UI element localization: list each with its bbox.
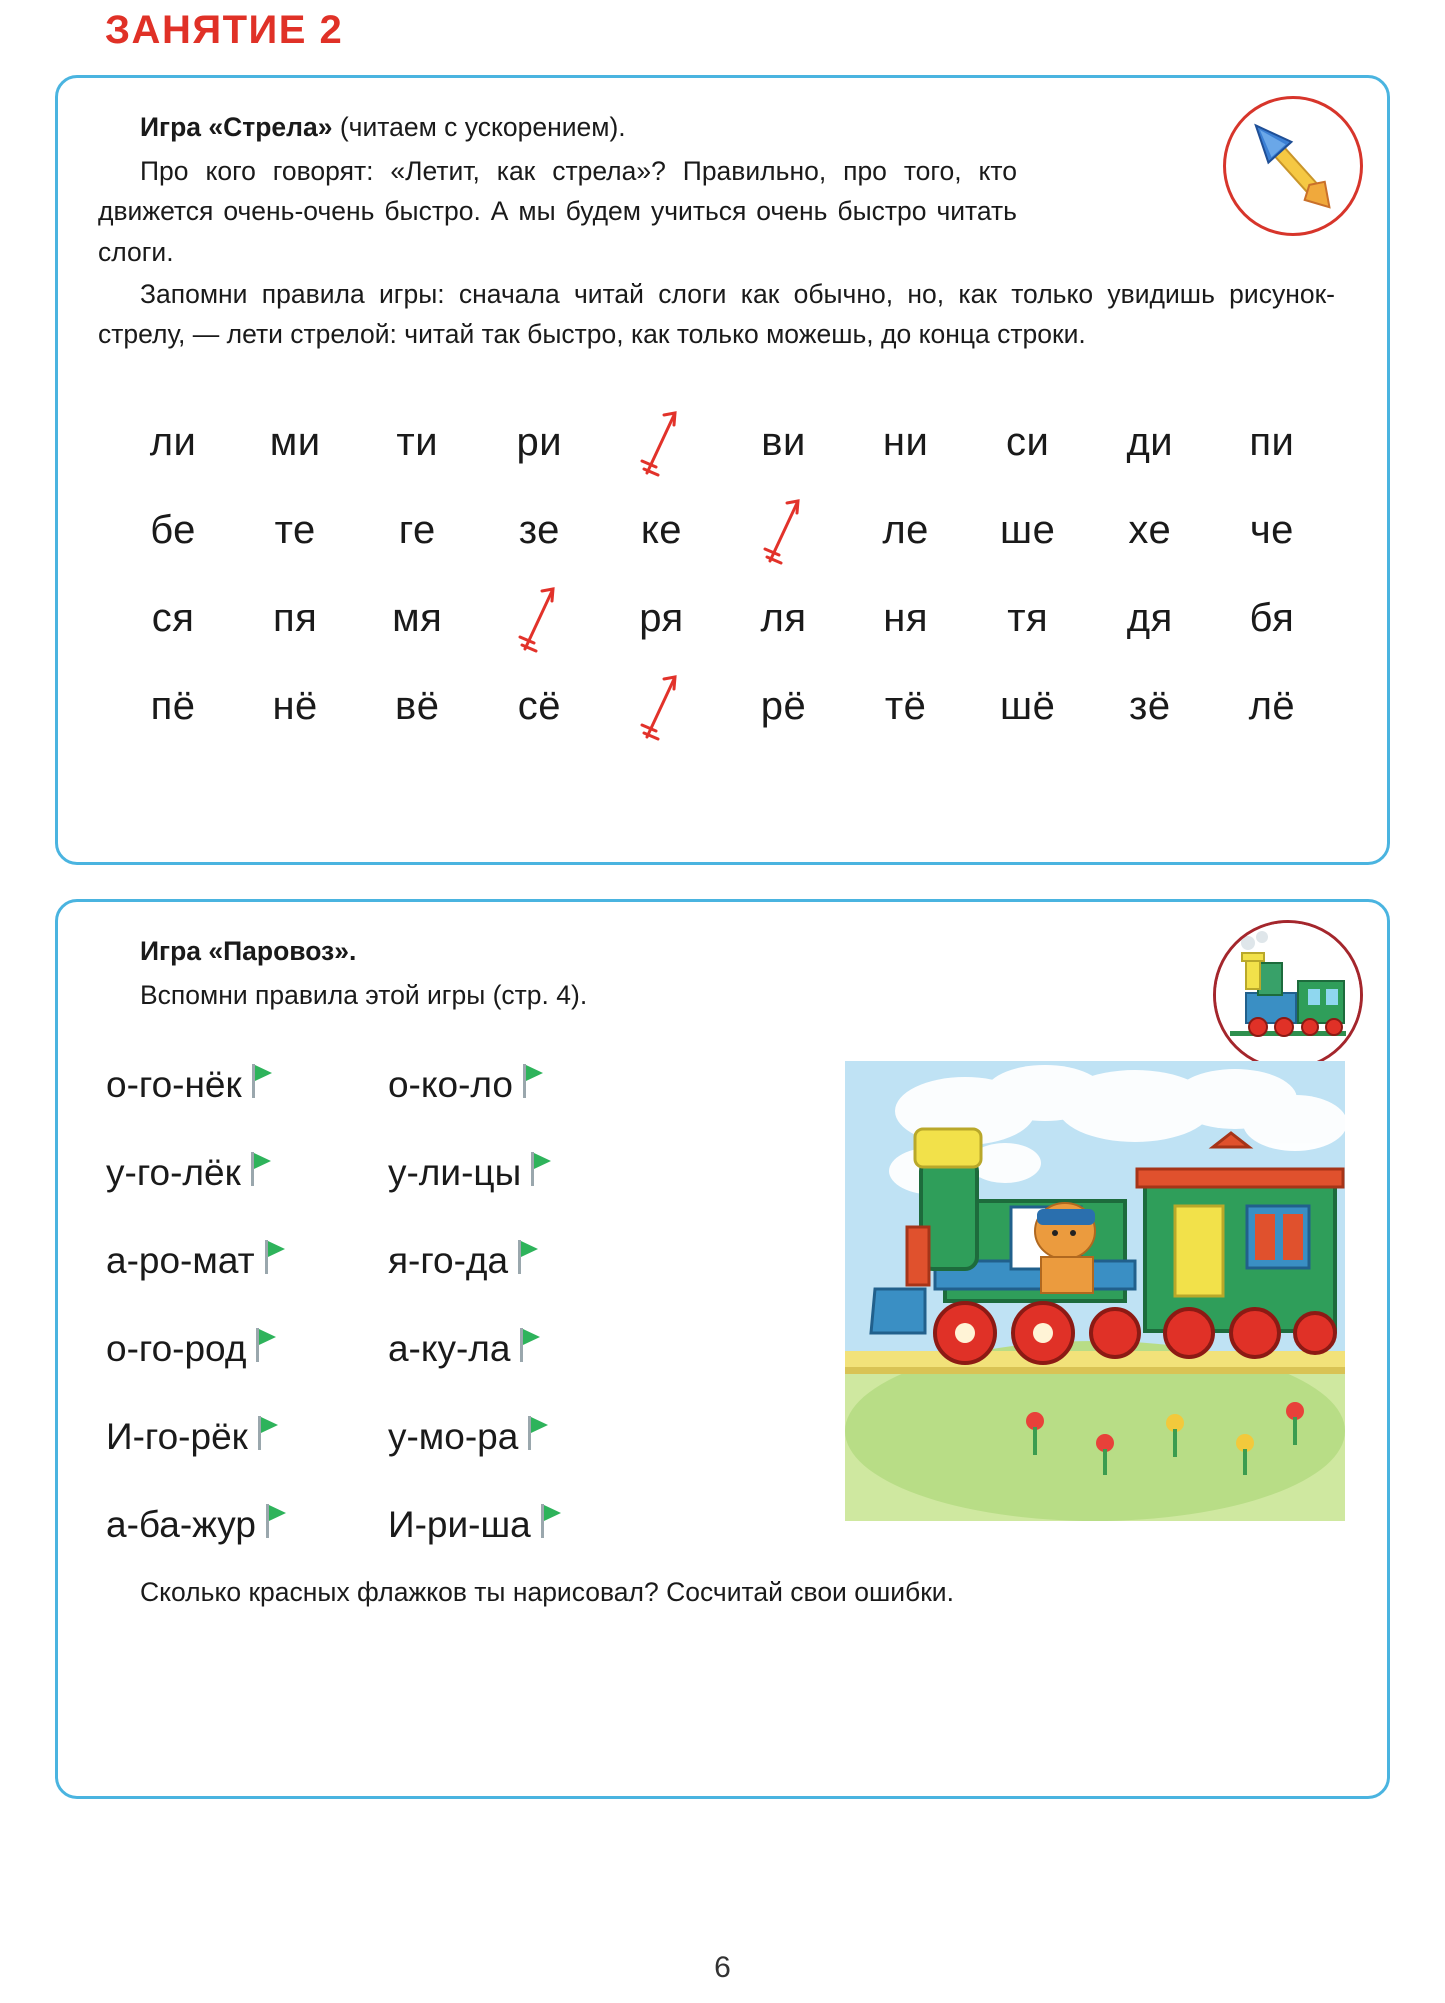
- syllable-table: [98, 398, 1347, 750]
- syllable-cell: бя: [1249, 595, 1295, 640]
- green-flag-icon[interactable]: [520, 1328, 542, 1371]
- green-flag-icon[interactable]: [531, 1152, 553, 1195]
- syllable-cell: хе: [1128, 507, 1172, 552]
- word-columns: [106, 1041, 563, 1569]
- table-row: [112, 486, 1333, 574]
- arrow-marker-icon: [722, 493, 844, 567]
- word-text: я-го-да: [387, 1240, 509, 1282]
- green-flag-icon[interactable]: [541, 1504, 563, 1547]
- syllable-cell: ми: [269, 419, 321, 464]
- list-item: [388, 1393, 563, 1481]
- table-row: [112, 662, 1333, 750]
- green-flag-icon[interactable]: [518, 1240, 540, 1283]
- green-flag-icon[interactable]: [251, 1152, 273, 1195]
- list-item: [388, 1129, 563, 1217]
- list-item: [106, 1481, 288, 1569]
- word-text: а-ба-жур: [106, 1504, 256, 1546]
- syllable-cell: пё: [150, 683, 196, 728]
- game-heading-2-bold: Игра «Паровоз».: [140, 936, 357, 966]
- game-heading-1: [98, 112, 1347, 143]
- word-text: у-ли-цы: [387, 1152, 522, 1194]
- syllable-cell: ле: [882, 507, 929, 552]
- syllable-cell: ся: [151, 595, 195, 640]
- page-title: ЗАНЯТИЕ 2: [105, 8, 344, 52]
- page-number: 6: [714, 1951, 731, 1984]
- section2-closing-text: Сколько красных флажков ты нарисовал? Сосчитай свои ошибки.: [140, 1577, 954, 1608]
- syllable-cell: тё: [884, 683, 927, 728]
- arrow-emblem-icon: [1223, 96, 1363, 236]
- syllable-cell: шё: [1000, 683, 1056, 728]
- syllable-cell: ни: [882, 419, 929, 464]
- section-train-game: [55, 899, 1390, 1799]
- syllable-cell: ля: [760, 595, 807, 640]
- arrow-marker-icon: [600, 405, 722, 479]
- syllable-cell: мя: [392, 595, 443, 640]
- section-arrow-game: [55, 75, 1390, 865]
- list-item: [106, 1041, 288, 1129]
- list-item: [388, 1041, 563, 1129]
- syllable-cell: ня: [883, 595, 928, 640]
- list-item: [388, 1481, 563, 1569]
- word-text: а-ро-мат: [106, 1240, 255, 1282]
- green-flag-icon[interactable]: [265, 1240, 287, 1283]
- list-item: [106, 1129, 288, 1217]
- table-row: [112, 398, 1333, 486]
- syllable-cell: си: [1006, 419, 1050, 464]
- word-text: И-го-рёк: [106, 1416, 248, 1458]
- word-text: о-ко-ло: [387, 1064, 513, 1106]
- word-columns-with-picture: [98, 1041, 1347, 1571]
- syllable-cell: ке: [640, 507, 683, 552]
- word-text: у-го-лёк: [106, 1152, 241, 1194]
- green-flag-icon[interactable]: [528, 1416, 550, 1459]
- steam-train-illustration: [815, 1051, 1355, 1531]
- green-flag-icon[interactable]: [266, 1504, 288, 1547]
- list-item: [106, 1217, 288, 1305]
- list-item: [106, 1393, 288, 1481]
- word-text: о-го-нёк: [106, 1064, 242, 1106]
- list-item: [106, 1305, 288, 1393]
- game-heading-2: [98, 936, 1347, 967]
- game-heading-1-bold: Игра «Стрела»: [140, 112, 333, 142]
- section1-paragraph-2: Запомни правила игры: сначала читай слоги как обычно, но, как только увидишь рисунок-стрелу, — лети стрелой: читай так быстро, как только можешь, до конца строки.: [98, 278, 1335, 350]
- syllable-cell: дя: [1126, 595, 1173, 640]
- syllable-cell: лё: [1248, 683, 1296, 728]
- syllable-cell: бе: [150, 507, 196, 552]
- syllable-cell: рё: [760, 683, 807, 728]
- syllable-cell: нё: [272, 683, 318, 728]
- green-flag-icon[interactable]: [252, 1064, 274, 1107]
- section2-paragraph-1: Вспомни правила этой игры (стр. 4).: [140, 980, 588, 1010]
- syllable-cell: ви: [761, 419, 806, 464]
- word-text: о-го-род: [106, 1328, 247, 1370]
- syllable-cell: зё: [1129, 683, 1171, 728]
- syllable-cell: сё: [517, 683, 561, 728]
- arrow-marker-icon: [600, 669, 722, 743]
- green-flag-icon[interactable]: [523, 1064, 545, 1107]
- word-text: а-ку-ла: [387, 1328, 511, 1370]
- word-text: И-ри-ша: [387, 1504, 531, 1546]
- list-item: [388, 1217, 563, 1305]
- syllable-cell: че: [1249, 507, 1294, 552]
- arrow-marker-icon: [478, 581, 600, 655]
- list-item: [388, 1305, 563, 1393]
- syllable-cell: ря: [639, 595, 684, 640]
- green-flag-icon[interactable]: [258, 1416, 280, 1459]
- section1-paragraph-1: Про кого говорят: «Летит, как стрела»? Правильно, про того, кто движется очень-очень быстро. А мы будем учиться очень быстро читать слоги.: [98, 156, 1017, 267]
- syllable-cell: пя: [272, 595, 318, 640]
- syllable-cell: вё: [394, 683, 440, 728]
- syllable-cell: ше: [1000, 507, 1056, 552]
- syllable-cell: ри: [516, 419, 563, 464]
- syllable-cell: ли: [149, 419, 197, 464]
- syllable-cell: пи: [1249, 419, 1295, 464]
- syllable-cell: ге: [398, 507, 436, 552]
- syllable-cell: зе: [518, 507, 560, 552]
- game-heading-1-rest: (читаем с ускорением).: [332, 112, 626, 142]
- syllable-cell: тя: [1007, 595, 1049, 640]
- word-column-1: [106, 1041, 288, 1569]
- word-column-2: [388, 1041, 563, 1569]
- syllable-cell: те: [274, 507, 316, 552]
- green-flag-icon[interactable]: [256, 1328, 278, 1371]
- syllable-cell: ти: [396, 419, 439, 464]
- word-text: у-мо-ра: [387, 1416, 519, 1458]
- table-row: [112, 574, 1333, 662]
- syllable-cell: ди: [1126, 419, 1174, 464]
